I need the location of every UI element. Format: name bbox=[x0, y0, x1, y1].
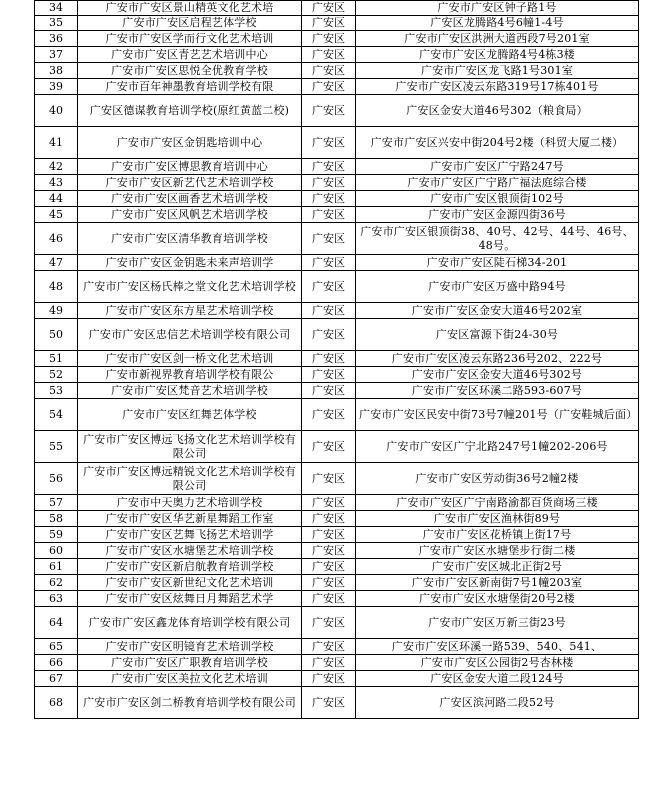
school-name-cell: 广安市广安区梵音艺术培训学校 bbox=[78, 383, 302, 399]
school-name-cell: 广安市广安区金钥匙未来声培训学 bbox=[78, 255, 302, 271]
address-cell: 广安市广安区新南街7号1幢203室 bbox=[356, 575, 639, 591]
row-number-cell: 37 bbox=[35, 47, 78, 63]
table-row bbox=[35, 16, 639, 31]
address-cell: 广安区金安大道二段124号 bbox=[356, 671, 639, 687]
address-cell: 广安区滨河路二段52号 bbox=[356, 687, 639, 719]
table-row bbox=[35, 319, 639, 351]
table-body bbox=[35, 1, 639, 719]
row-number-cell: 39 bbox=[35, 79, 78, 95]
school-name-cell: 广安市广安区学而行文化艺术培训 bbox=[78, 31, 302, 47]
row-number-cell: 51 bbox=[35, 351, 78, 367]
row-number-cell: 54 bbox=[35, 399, 78, 431]
school-name-cell: 广安市广安区炫舞日月舞蹈艺术学 bbox=[78, 591, 302, 607]
district-cell: 广安区 bbox=[302, 575, 356, 591]
row-number-cell: 35 bbox=[35, 16, 78, 31]
table-row bbox=[35, 207, 639, 223]
table-row bbox=[35, 1, 639, 16]
school-name-cell: 广安市广安区忠信艺术培训学校有限公司 bbox=[78, 319, 302, 351]
school-name-cell: 广安市中天奥力艺术培训学校 bbox=[78, 495, 302, 511]
address-cell: 广安市广安区金源四街36号 bbox=[356, 207, 639, 223]
district-cell: 广安区 bbox=[302, 463, 356, 495]
school-name-cell: 广安市广安区风帆艺术培训学校 bbox=[78, 207, 302, 223]
row-number-cell: 68 bbox=[35, 687, 78, 719]
district-cell: 广安区 bbox=[302, 367, 356, 383]
address-cell: 广安市广安区环溪一路539、540、541、 bbox=[356, 639, 639, 655]
school-name-cell: 广安市广安区东方星艺术培训学校 bbox=[78, 303, 302, 319]
row-number-cell: 62 bbox=[35, 575, 78, 591]
address-cell: 广安市广安区银顶街38、40号、42号、44号、46号、48号。 bbox=[356, 223, 639, 255]
row-number-cell: 42 bbox=[35, 159, 78, 175]
row-number-cell: 66 bbox=[35, 655, 78, 671]
district-cell: 广安区 bbox=[302, 527, 356, 543]
school-name-cell: 广安市广安区美拉文化艺术培训 bbox=[78, 671, 302, 687]
address-cell: 广安市广安区钟子路1号 bbox=[356, 1, 639, 16]
table-row bbox=[35, 399, 639, 431]
school-name-cell: 广安市广安区剑一桥文化艺术培训 bbox=[78, 351, 302, 367]
table-row bbox=[35, 591, 639, 607]
address-cell: 广安市广安区龙飞路1号301室 bbox=[356, 63, 639, 79]
address-cell: 广安区金安大道46号302（粮食局） bbox=[356, 95, 639, 127]
table-row bbox=[35, 31, 639, 47]
address-cell: 广安市广安区水塘堡街20号2楼 bbox=[356, 591, 639, 607]
table-row bbox=[35, 511, 639, 527]
address-cell: 广安市广安区公园街2号杏林楼 bbox=[356, 655, 639, 671]
district-cell: 广安区 bbox=[302, 95, 356, 127]
district-cell: 广安区 bbox=[302, 47, 356, 63]
row-number-cell: 44 bbox=[35, 191, 78, 207]
row-number-cell: 46 bbox=[35, 223, 78, 255]
address-cell: 广安市广安区龙腾路4号4栋3楼 bbox=[356, 47, 639, 63]
table-row bbox=[35, 687, 639, 719]
school-name-cell: 广安市百年神墨教育培训学校有限 bbox=[78, 79, 302, 95]
district-cell: 广安区 bbox=[302, 559, 356, 575]
row-number-cell: 34 bbox=[35, 1, 78, 16]
school-name-cell: 广安市广安区景山精英文化艺术培 bbox=[78, 1, 302, 16]
district-cell: 广安区 bbox=[302, 351, 356, 367]
school-name-cell: 广安市广安区剑二桥教育培训学校有限公司 bbox=[78, 687, 302, 719]
address-cell: 广安市广安区兴安中街204号2楼（科贸大厦二楼） bbox=[356, 127, 639, 159]
district-cell: 广安区 bbox=[302, 79, 356, 95]
address-cell: 广安市广安区水塘堡步行街二楼 bbox=[356, 543, 639, 559]
address-cell: 广安市广安区洪洲大道西段7号201室 bbox=[356, 31, 639, 47]
school-list-table bbox=[34, 0, 639, 719]
row-number-cell: 50 bbox=[35, 319, 78, 351]
school-name-cell: 广安市广安区水塘堡艺术培训学校 bbox=[78, 543, 302, 559]
address-cell: 广安市广安区万盛中路94号 bbox=[356, 271, 639, 303]
school-name-cell: 广安市广安区杨氏棒之堂文化艺术培训学校 bbox=[78, 271, 302, 303]
school-name-cell: 广安市新视界教育培训学校有限公 bbox=[78, 367, 302, 383]
row-number-cell: 65 bbox=[35, 639, 78, 655]
row-number-cell: 55 bbox=[35, 431, 78, 463]
row-number-cell: 43 bbox=[35, 175, 78, 191]
table-row bbox=[35, 351, 639, 367]
address-cell: 广安市广安区渔林街89号 bbox=[356, 511, 639, 527]
row-number-cell: 60 bbox=[35, 543, 78, 559]
district-cell: 广安区 bbox=[302, 1, 356, 16]
district-cell: 广安区 bbox=[302, 543, 356, 559]
address-cell: 广安市广安区城北正街2号 bbox=[356, 559, 639, 575]
address-cell: 广安市广安区万新三街23号 bbox=[356, 607, 639, 639]
address-cell: 广安市广安区凌云东路319号17栋401号 bbox=[356, 79, 639, 95]
table-row bbox=[35, 95, 639, 127]
district-cell: 广安区 bbox=[302, 223, 356, 255]
row-number-cell: 38 bbox=[35, 63, 78, 79]
district-cell: 广安区 bbox=[302, 255, 356, 271]
district-cell: 广安区 bbox=[302, 591, 356, 607]
row-number-cell: 57 bbox=[35, 495, 78, 511]
row-number-cell: 52 bbox=[35, 367, 78, 383]
school-name-cell: 广安市广安区鑫龙体育培训学校有限公司 bbox=[78, 607, 302, 639]
row-number-cell: 47 bbox=[35, 255, 78, 271]
table-row bbox=[35, 671, 639, 687]
district-cell: 广安区 bbox=[302, 383, 356, 399]
row-number-cell: 45 bbox=[35, 207, 78, 223]
school-name-cell: 广安市广安区清华教育培训学校 bbox=[78, 223, 302, 255]
district-cell: 广安区 bbox=[302, 687, 356, 719]
address-cell: 广安区龙腾路4号6幢1-4号 bbox=[356, 16, 639, 31]
address-cell: 广安市广安区花桥镇上街17号 bbox=[356, 527, 639, 543]
table-row bbox=[35, 255, 639, 271]
table-row bbox=[35, 47, 639, 63]
address-cell: 广安市广安区广宁路247号 bbox=[356, 159, 639, 175]
row-number-cell: 64 bbox=[35, 607, 78, 639]
district-cell: 广安区 bbox=[302, 431, 356, 463]
district-cell: 广安区 bbox=[302, 639, 356, 655]
school-name-cell: 广安市广安区博思教育培训中心 bbox=[78, 159, 302, 175]
table-row bbox=[35, 431, 639, 463]
row-number-cell: 41 bbox=[35, 127, 78, 159]
district-cell: 广安区 bbox=[302, 303, 356, 319]
row-number-cell: 49 bbox=[35, 303, 78, 319]
table-row bbox=[35, 191, 639, 207]
table-row bbox=[35, 127, 639, 159]
school-name-cell: 广安市广安区思悦全优教育学校 bbox=[78, 63, 302, 79]
table-row bbox=[35, 175, 639, 191]
row-number-cell: 58 bbox=[35, 511, 78, 527]
district-cell: 广安区 bbox=[302, 207, 356, 223]
school-name-cell: 广安市广安区红舞艺体学校 bbox=[78, 399, 302, 431]
row-number-cell: 53 bbox=[35, 383, 78, 399]
district-cell: 广安区 bbox=[302, 159, 356, 175]
district-cell: 广安区 bbox=[302, 127, 356, 159]
district-cell: 广安区 bbox=[302, 495, 356, 511]
district-cell: 广安区 bbox=[302, 63, 356, 79]
address-cell: 广安市广安区银顶街102号 bbox=[356, 191, 639, 207]
table-row bbox=[35, 655, 639, 671]
school-name-cell: 广安市广安区新启航教育培训学校 bbox=[78, 559, 302, 575]
table-row bbox=[35, 575, 639, 591]
school-name-cell: 广安市广安区金钥匙培训中心 bbox=[78, 127, 302, 159]
school-name-cell: 广安市广安区画香艺术培训学校 bbox=[78, 191, 302, 207]
school-name-cell: 广安市广安区启程艺体学校 bbox=[78, 16, 302, 31]
table-row bbox=[35, 367, 639, 383]
school-name-cell: 广安市广安区博远精锐文化艺术培训学校有限公司 bbox=[78, 463, 302, 495]
table-row bbox=[35, 63, 639, 79]
school-name-cell: 广安市广安区广职教育培训学校 bbox=[78, 655, 302, 671]
district-cell: 广安区 bbox=[302, 607, 356, 639]
school-name-cell: 广安区德谋教育培训学校(原红黄蓝二校) bbox=[78, 95, 302, 127]
table-row bbox=[35, 159, 639, 175]
address-cell: 广安市广安区广宁北路247号1幢202-206号 bbox=[356, 431, 639, 463]
address-cell: 广安市广安区环溪二路593-607号 bbox=[356, 383, 639, 399]
table-row bbox=[35, 559, 639, 575]
address-cell: 广安市广安区陡石梯34-201 bbox=[356, 255, 639, 271]
table-row bbox=[35, 527, 639, 543]
district-cell: 广安区 bbox=[302, 271, 356, 303]
table-row bbox=[35, 543, 639, 559]
school-name-cell: 广安市广安区青艺艺术培训中心 bbox=[78, 47, 302, 63]
table-row bbox=[35, 223, 639, 255]
row-number-cell: 36 bbox=[35, 31, 78, 47]
row-number-cell: 67 bbox=[35, 671, 78, 687]
table-row bbox=[35, 463, 639, 495]
table-row bbox=[35, 303, 639, 319]
row-number-cell: 40 bbox=[35, 95, 78, 127]
district-cell: 广安区 bbox=[302, 655, 356, 671]
row-number-cell: 63 bbox=[35, 591, 78, 607]
district-cell: 广安区 bbox=[302, 175, 356, 191]
school-name-cell: 广安市广安区华艺新星舞蹈工作室 bbox=[78, 511, 302, 527]
table-row bbox=[35, 271, 639, 303]
district-cell: 广安区 bbox=[302, 31, 356, 47]
district-cell: 广安区 bbox=[302, 191, 356, 207]
district-cell: 广安区 bbox=[302, 511, 356, 527]
district-cell: 广安区 bbox=[302, 399, 356, 431]
school-name-cell: 广安市广安区新艺代艺术培训学校 bbox=[78, 175, 302, 191]
address-cell: 广安市广安区民安中街73号7幢201号（广安鞋城后面） bbox=[356, 399, 639, 431]
address-cell: 广安市广安区广宁路广福法庭综合楼 bbox=[356, 175, 639, 191]
address-cell: 广安市广安区劳动街36号2幢2楼 bbox=[356, 463, 639, 495]
school-name-cell: 广安市广安区新世纪文化艺术培训 bbox=[78, 575, 302, 591]
address-cell: 广安市广安区凌云东路236号202、222号 bbox=[356, 351, 639, 367]
district-cell: 广安区 bbox=[302, 671, 356, 687]
table-row bbox=[35, 495, 639, 511]
district-cell: 广安区 bbox=[302, 16, 356, 31]
table-row bbox=[35, 607, 639, 639]
table-row bbox=[35, 383, 639, 399]
table-row bbox=[35, 79, 639, 95]
row-number-cell: 59 bbox=[35, 527, 78, 543]
address-cell: 广安市广安区金安大道46号202室 bbox=[356, 303, 639, 319]
school-name-cell: 广安市广安区博远飞扬文化艺术培训学校有限公司 bbox=[78, 431, 302, 463]
school-name-cell: 广安市广安区艺舞飞扬艺术培训学 bbox=[78, 527, 302, 543]
row-number-cell: 48 bbox=[35, 271, 78, 303]
address-cell: 广安区富源下街24-30号 bbox=[356, 319, 639, 351]
table-row bbox=[35, 639, 639, 655]
district-cell: 广安区 bbox=[302, 319, 356, 351]
row-number-cell: 56 bbox=[35, 463, 78, 495]
address-cell: 广安市广安区金安大道46号302号 bbox=[356, 367, 639, 383]
address-cell: 广安市广安区广宁南路渝都百货商场三楼 bbox=[356, 495, 639, 511]
school-name-cell: 广安市广安区明镜育艺术培训学校 bbox=[78, 639, 302, 655]
row-number-cell: 61 bbox=[35, 559, 78, 575]
